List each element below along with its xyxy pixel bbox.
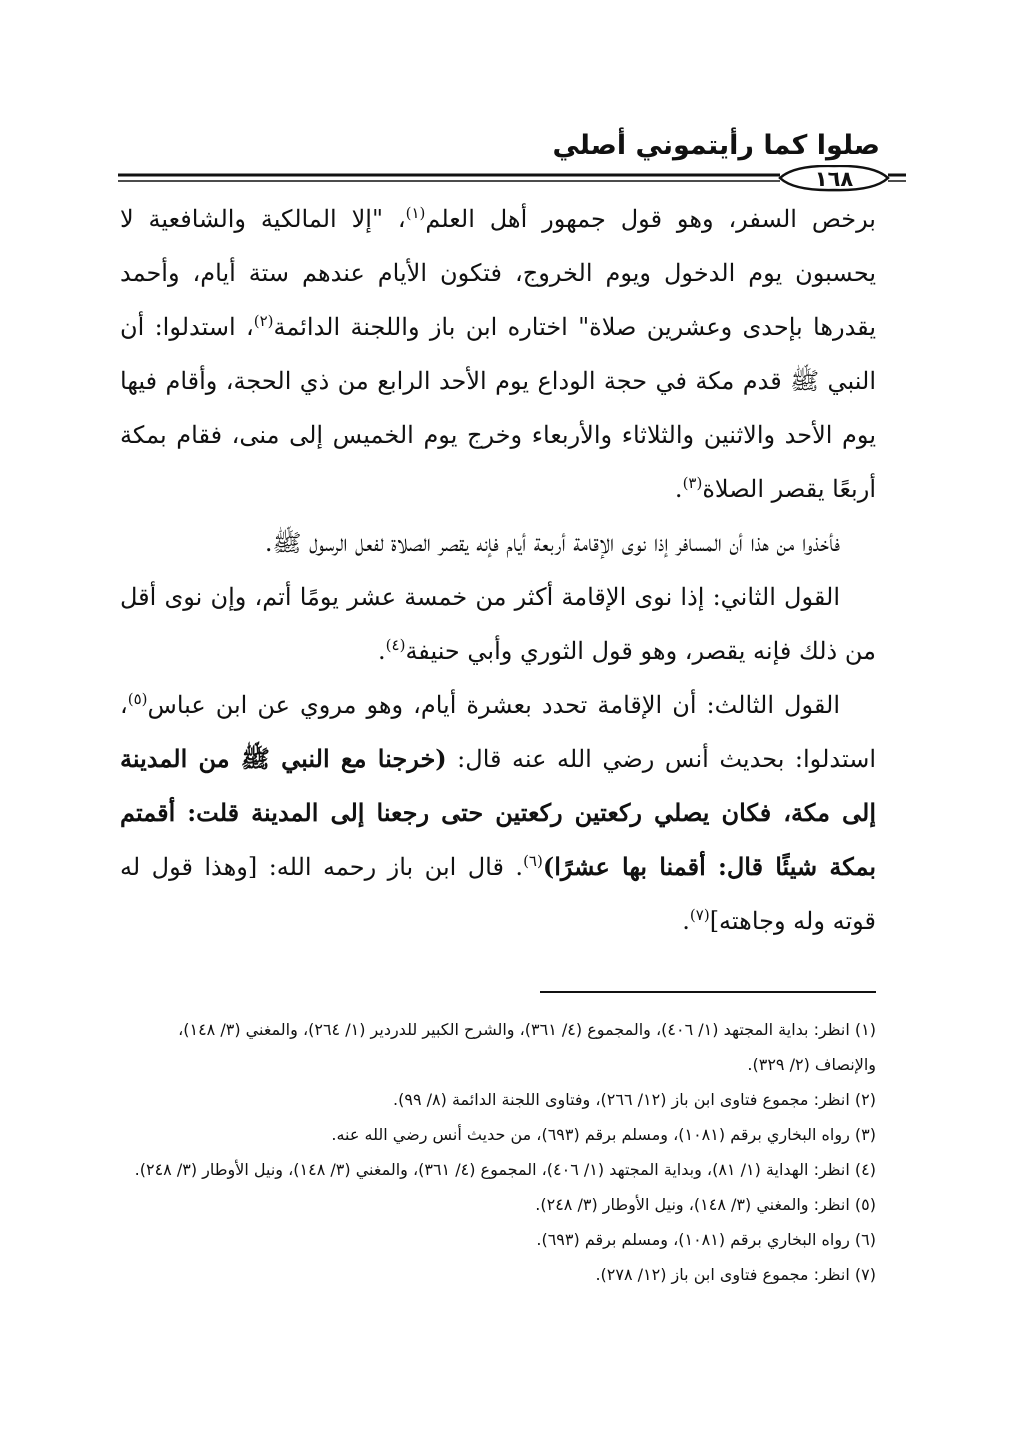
running-header-title: صلوا كما رأيتموني أصلي (552, 130, 880, 161)
footnotes (120, 1012, 876, 1292)
footnote-ref-7[interactable]: (٧) (689, 906, 710, 924)
footnote-3: (٣) رواه البخاري برقم (١٠٨١)، ومسلم برقم (٦٩٣)، من حديث أنس رضي الله عنه. (331, 1125, 876, 1144)
header-ornament-rule (118, 165, 906, 195)
paragraph-4-part-3: . قال ابن باز رحمه الله: [وهذا قول له قوته وله وجاهته] (120, 853, 876, 935)
footnote-ref-2[interactable]: (٢) (253, 312, 274, 330)
paragraph-3-end: . (378, 637, 386, 665)
paragraph-4 (120, 678, 876, 948)
footnote-ref-1[interactable]: (١) (405, 204, 426, 222)
paragraph-4-part-2: ، استدلوا: بحديث أنس رضي الله عنه قال: (120, 691, 876, 773)
footnote-ref-4[interactable]: (٤) (385, 636, 406, 654)
paragraph-3-text: القول الثاني: إذا نوى الإقامة أكثر من خمسة عشر يومًا أتم، وإن نوى أقل من ذلك فإنه يقصر، وهو قول الثوري وأبي حنيفة (120, 583, 876, 665)
paragraph-3 (120, 570, 876, 678)
paragraph-2: فأخذوا من هذا أن المسافر إذا نوى الإقامة أربعة أيام فإنه يقصر الصلاة لفعل الرسول ﷺ. (264, 529, 840, 557)
header-rule (118, 165, 906, 195)
hadith-quote: (خرجنا مع النبي ﷺ من المدينة إلى مكة، فكان يصلي ركعتين ركعتين حتى رجعنا إلى المدينة قلت: أقمتم بمكة شيئًا قال: أقمنا بها عشرًا) (120, 744, 877, 881)
footnote-separator (540, 991, 876, 993)
footnote-6: (٦) رواه البخاري برقم (١٠٨١)، ومسلم برقم (٦٩٣). (536, 1230, 876, 1249)
footnote-ref-5[interactable]: (٥) (127, 690, 148, 708)
footnote-1: (١) انظر: بداية المجتهد (١/ ٤٠٦)، والمجموع (٤/ ٣٦١)، والشرح الكبير للدردير (١/ ٢٦٤)، والمغني (٣/ ١٤٨)، والإنصاف (٢/ ٣٢٩). (178, 1020, 876, 1074)
paragraph-1 (120, 192, 876, 516)
paragraph-1-part-2: ، "إلا المالكية والشافعية لا يحسبون يوم الدخول ويوم الخروج، فتكون الأيام عندهم ستة أيام، وأحمد يقدرها بإحدى وعشرين صلاة" اختاره ابن باز واللجنة الدائمة (120, 205, 876, 341)
paragraph-1-part-1: برخص السفر، وهو قول جمهور أهل العلم (425, 205, 876, 233)
paragraph-1-part-3: ، استدلوا: أن النبي ﷺ قدم مكة في حجة الوداع يوم الأحد الرابع من ذي الحجة، وأقام فيها يوم الأحد والاثنين والثلاثاء والأربعاء وخرج يوم الخميس إلى منى، فقام بمكة أربعًا يقصر الصلاة (120, 313, 876, 503)
paragraph-4-end: . (682, 907, 690, 935)
footnote-ref-3[interactable]: (٣) (682, 474, 703, 492)
footnote-5: (٥) انظر: والمغني (٣/ ١٤٨)، ونيل الأوطار (٣/ ٢٤٨). (535, 1195, 876, 1214)
paragraph-1-end: . (674, 475, 683, 503)
footnote-ref-6[interactable]: (٦) (523, 852, 543, 870)
footnote-7: (٧) انظر: مجموع فتاوى ابن باز (١٢/ ٢٧٨). (595, 1265, 876, 1284)
main-text (120, 192, 876, 948)
footnote-2: (٢) انظر: مجموع فتاوى ابن باز (١٢/ ٢٦٦)، وفتاوى اللجنة الدائمة (٨/ ٩٩). (393, 1090, 876, 1109)
paragraph-4-part-1: القول الثالث: أن الإقامة تحدد بعشرة أيام، وهو مروي عن ابن عباس (147, 691, 841, 719)
footnote-4: (٤) انظر: الهداية (١/ ٨١)، وبداية المجتهد (١/ ٤٠٦)، المجموع (٤/ ٣٦١)، والمغني (٣/ ١٤٨)، ونيل الأوطار (٣/ ٢٤٨). (134, 1160, 876, 1179)
page-number: ١٦٨ (814, 167, 854, 191)
